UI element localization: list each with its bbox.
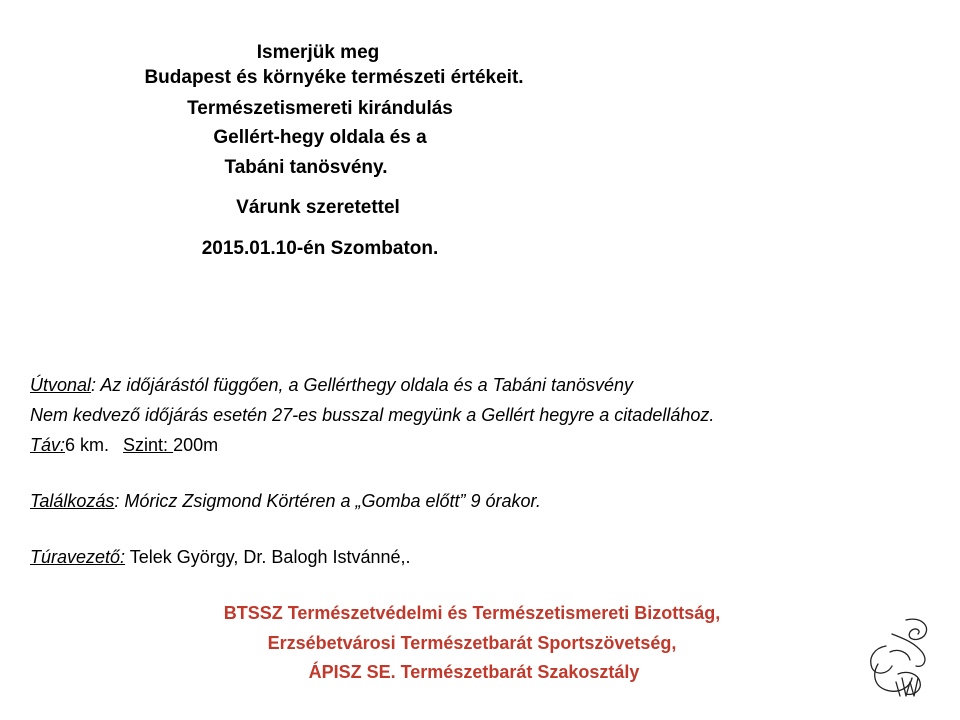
subtitle-line: Természetismereti kirándulás	[187, 98, 453, 119]
organizer-line-3: ÁPISZ SE. Természetbarát Szakosztály	[308, 662, 640, 682]
title-line: Budapest és környéke természeti értékeit.	[144, 67, 524, 88]
meeting-label: Találkozás	[30, 491, 115, 511]
bad-weather-line: Nem kedvező időjárás esetén 27-es busszal megyünk a Gellért hegyre a citadellához.	[30, 405, 715, 425]
location-line-2: Tabáni tanösvény.	[224, 157, 388, 178]
route-line	[30, 376, 633, 394]
welcome-line: Várunk szeretettel	[236, 197, 400, 218]
level-label: Szint:	[123, 435, 174, 455]
guide-label: Túravezető:	[30, 547, 126, 567]
stylized-emblem-icon	[862, 612, 934, 702]
location-line: Gellért-hegy oldala és a	[213, 127, 427, 148]
meeting-text: : Móricz Zsigmond Körtéren a „Gomba előtt” 9 órakor.	[114, 491, 541, 511]
distance-label: Táv:	[30, 435, 66, 455]
meeting-line	[30, 492, 541, 510]
date-line: 2015.01.10-én Szombaton.	[201, 238, 439, 259]
organizer-line-1: BTSSZ Természetvédelmi és Természetismereti Bizottság,	[223, 603, 721, 623]
intro-line: Ismerjük meg	[256, 42, 380, 63]
distance-line	[30, 436, 218, 454]
level-value: 200m	[173, 435, 219, 455]
distance-value: 6 km.	[65, 435, 110, 455]
guide-line	[30, 548, 411, 566]
organizer-line-2: Erzsébetvárosi Természetbarát Sportszövetség,	[267, 633, 677, 653]
route-label: Útvonal	[30, 375, 92, 395]
guide-text: Telek György, Dr. Balogh Istvánné,.	[125, 547, 411, 567]
route-text: : Az időjárástól függően, a Gellérthegy oldala és a Tabáni tanösvény	[91, 375, 634, 395]
